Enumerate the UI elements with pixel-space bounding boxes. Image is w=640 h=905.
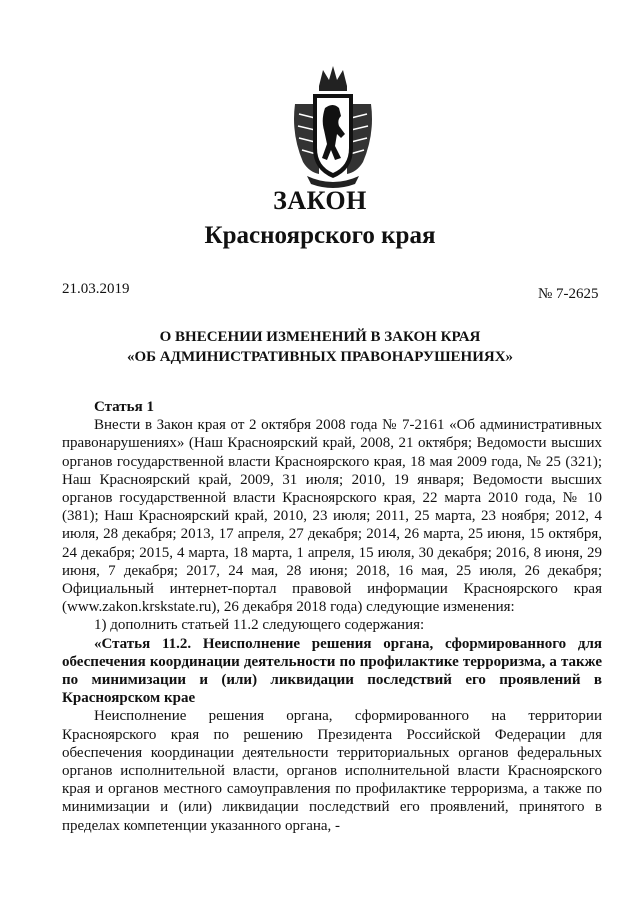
document-type-title: ЗАКОН xyxy=(273,186,367,215)
article-1-item-1: 1) дополнить статьей 11.2 следующего содержания: xyxy=(94,617,425,634)
law-title-line-2: «ОБ АДМИНИСТРАТИВНЫХ ПРАВОНАРУШЕНИЯХ» xyxy=(126,349,514,365)
law-date: 21.03.2019 xyxy=(62,281,130,297)
region-title: Красноярского края xyxy=(204,222,436,249)
new-article-text: Неисполнение решения органа, сформированного на территории Красноярского края по решению Президента Российской Федерации для обеспечения координации деятельности территориальных органов федеральных органов исполнительной власти, органов исполнительной власти Красноярского края и органов местного самоуправления по профилактике терроризма, а также по минимизации и (или) ликвидации последствий его проявлений, принятого в пределах компетенции указанного органа, - xyxy=(62,708,602,834)
law-title xyxy=(0,327,640,367)
law-number: № 7-2625 xyxy=(538,286,599,302)
law-body xyxy=(62,398,602,835)
article-1-heading: Статья 1 xyxy=(94,399,154,415)
new-article-title: «Статья 11.2. Неисполнение решения органа, сформированного для обеспечения координации деятельности по профилактике терроризма, а также по минимизации и (или) ликвидации последствий его проявлений в Красноярском крае xyxy=(62,635,602,707)
article-1-intro: Внести в Закон края от 2 октября 2008 года № 7-2161 «Об административных правонарушениях» (Наш Красноярский край, 2008, 21 октября; Ведомости высших органов государственной власти Красноярского края, 18 мая 2009 года, № 25 (321); Наш Красноярский край, 2009, 31 июля; 2010, 19 января; Ведомости высших органов государственной власти Красноярского края, 22 марта 2010 года, № 10 (381); Наш Красноярский край, 2010, 23 июля; 2011, 25 марта, 23 ноября; 2012, 4 июля, 28 декабря; 2013, 17 апреля, 27 декабря; 2014, 26 марта, 25 июня, 15 октября, 24 декабря; 2015, 4 марта, 18 марта, 1 апреля, 15 июля, 30 декабря; 2016, 8 июня, 29 июня, 7 декабря; 2017, 24 мая, 28 июня; 2018, 16 мая, 25 июля, 26 декабря; Официальный интернет-портал правовой информации Красноярского края (www.zakon.krskstate.ru), 26 декабря 2018 года) следующие изменения: xyxy=(62,417,602,616)
law-title-line-1: О ВНЕСЕНИИ ИЗМЕНЕНИЙ В ЗАКОН КРАЯ xyxy=(159,329,481,345)
coat-of-arms-icon xyxy=(289,64,377,188)
